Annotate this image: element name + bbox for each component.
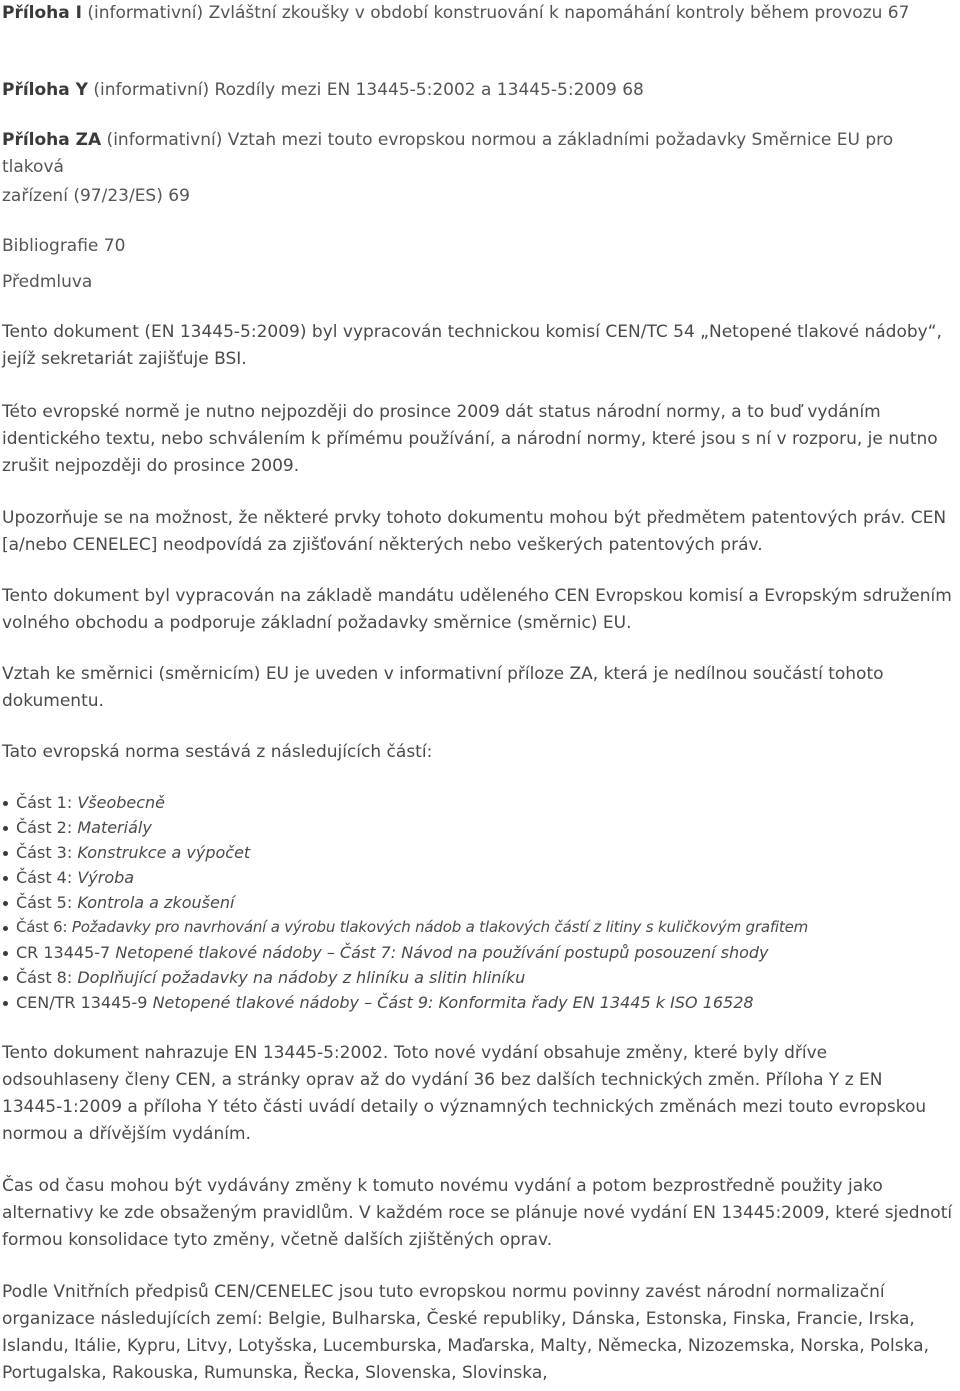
part-prefix: Část 4: xyxy=(16,868,78,887)
paragraph: Této evropské normě je nutno nejpozději do prosince 2009 dát status národní normy, a to buď vydáním identického textu, nebo schválením k přímému používání, a národní normy, které jsou s ní v rozporu, je nutno zrušit nejpozději do prosince 2009. xyxy=(2,402,938,476)
annex-i-title: (informativní) Zvláštní zkoušky v období konstruování k napomáhání kontroly během provozu 67 xyxy=(82,3,910,23)
annex-za-title-line2: zařízení (97/23/ES) 69 xyxy=(2,186,190,206)
part-prefix: Část 2: xyxy=(16,818,78,837)
annex-y-entry xyxy=(2,77,957,104)
bibliography-entry: Bibliografie 70 xyxy=(2,236,126,256)
part-title: Požadavky pro navrhování a výrobu tlakových nádob a tlakových částí z litiny s kuličkovým grafitem xyxy=(71,918,809,936)
annex-i-entry xyxy=(2,0,957,27)
part-title: Kontrola a zkoušení xyxy=(77,893,235,912)
part-prefix: CR 13445-7 xyxy=(16,943,116,962)
annex-y-label: Příloha Y xyxy=(2,80,88,100)
paragraph: Tento dokument (EN 13445-5:2009) byl vypracován technickou komisí CEN/TC 54 „Netopené tlakové nádoby“, jejíž sekretariát zajišťuje BSI. xyxy=(2,322,942,369)
paragraph: Podle Vnitřních předpisů CEN/CENELEC jsou tuto evropskou normu povinny zavést národní normalizační organizace následujících zemí: Belgie, Bulharska, České republiky, Dánska, Estonska, Finska, Francie, Irska, Islandu, Itálie, Kypru, Litvy, Lotyšska, Lucemburska, Maďarska, Malty, Německa, Nizozemska, Norska, Polska, Portugalska, Rakouska, Rumunska, Řecka, Slovenska, Slovinska, xyxy=(2,1282,929,1383)
part-prefix: Část 8: xyxy=(16,968,78,987)
part-prefix: Část 3: xyxy=(16,843,78,862)
part-title: Netopené tlakové nádoby – Část 7: Návod na používání postupů posouzení shody xyxy=(115,943,769,962)
parts-list xyxy=(2,790,952,1015)
list-item xyxy=(2,915,952,940)
paragraph: Tento dokument byl vypracován na základě mandátu uděleného CEN Evropskou komisí a Evropským sdružením volného obchodu a podporuje základní požadavky směrnice (směrnic) EU. xyxy=(2,586,952,633)
part-prefix: Část 5: xyxy=(16,893,78,912)
annex-za-title: (informativní) Vztah mezi touto evropskou normou a základními požadavky Směrnice EU pro tlaková xyxy=(2,130,894,177)
part-title: Materiály xyxy=(77,818,152,837)
list-item xyxy=(2,790,952,815)
paragraph: Čas od času mohou být vydávány změny k tomuto novému vydání a potom bezprostředně použity jako alternativy ke zde obsaženým pravidlům. V každém roce se plánuje nové vydání EN 13445:2009, které sjednotí formou konsolidace tyto změny, včetně dalších zjištěných oprav. xyxy=(2,1176,953,1250)
annex-i-label: Příloha I xyxy=(2,3,82,23)
paragraph: Upozorňuje se na možnost, že některé prvky tohoto dokumentu mohou být předmětem patentových práv. CEN [a/nebo CENELEC] neodpovídá za zjišťování některých nebo veškerých patentových práv. xyxy=(2,508,947,555)
annex-y-title: (informativní) Rozdíly mezi EN 13445-5:2002 a 13445-5:2009 68 xyxy=(87,80,644,100)
foreword-heading: Předmluva xyxy=(2,272,93,292)
part-prefix: Část 1: xyxy=(16,793,78,812)
paragraph: Tato evropská norma sestává z následujících částí: xyxy=(2,742,433,762)
part-title: Všeobecně xyxy=(77,793,166,812)
paragraph: Vztah ke směrnici (směrnicím) EU je uveden v informativní příloze ZA, která je nedílnou součástí tohoto dokumentu. xyxy=(2,664,884,711)
list-item xyxy=(2,990,952,1015)
paragraph: Tento dokument nahrazuje EN 13445-5:2002. Toto nové vydání obsahuje změny, které byly dříve odsouhlaseny členy CEN, a stránky oprav až do vydání 36 bez dalších technických změn. Příloha Y z EN 13445-1:2009 a příloha Y této části uvádí detaily o významných technických změnách mezi touto evropskou normou a dřívějším vydáním. xyxy=(2,1043,927,1144)
list-item xyxy=(2,940,952,965)
part-prefix: Část 6: xyxy=(16,918,72,936)
part-title: Netopené tlakové nádoby – Část 9: Konformita řady EN 13445 k ISO 16528 xyxy=(152,993,754,1012)
part-title: Konstrukce a výpočet xyxy=(77,843,251,862)
part-prefix: CEN/TR 13445-9 xyxy=(16,993,153,1012)
part-title: Výroba xyxy=(77,868,135,887)
list-item xyxy=(2,815,952,840)
annex-za-entry xyxy=(2,127,932,181)
list-item xyxy=(2,840,952,865)
list-item xyxy=(2,865,952,890)
part-title: Doplňující požadavky na nádoby z hliníku a slitin hliníku xyxy=(77,968,526,987)
list-item xyxy=(2,965,952,990)
list-item xyxy=(2,890,952,915)
annex-za-label: Příloha ZA xyxy=(2,130,102,150)
